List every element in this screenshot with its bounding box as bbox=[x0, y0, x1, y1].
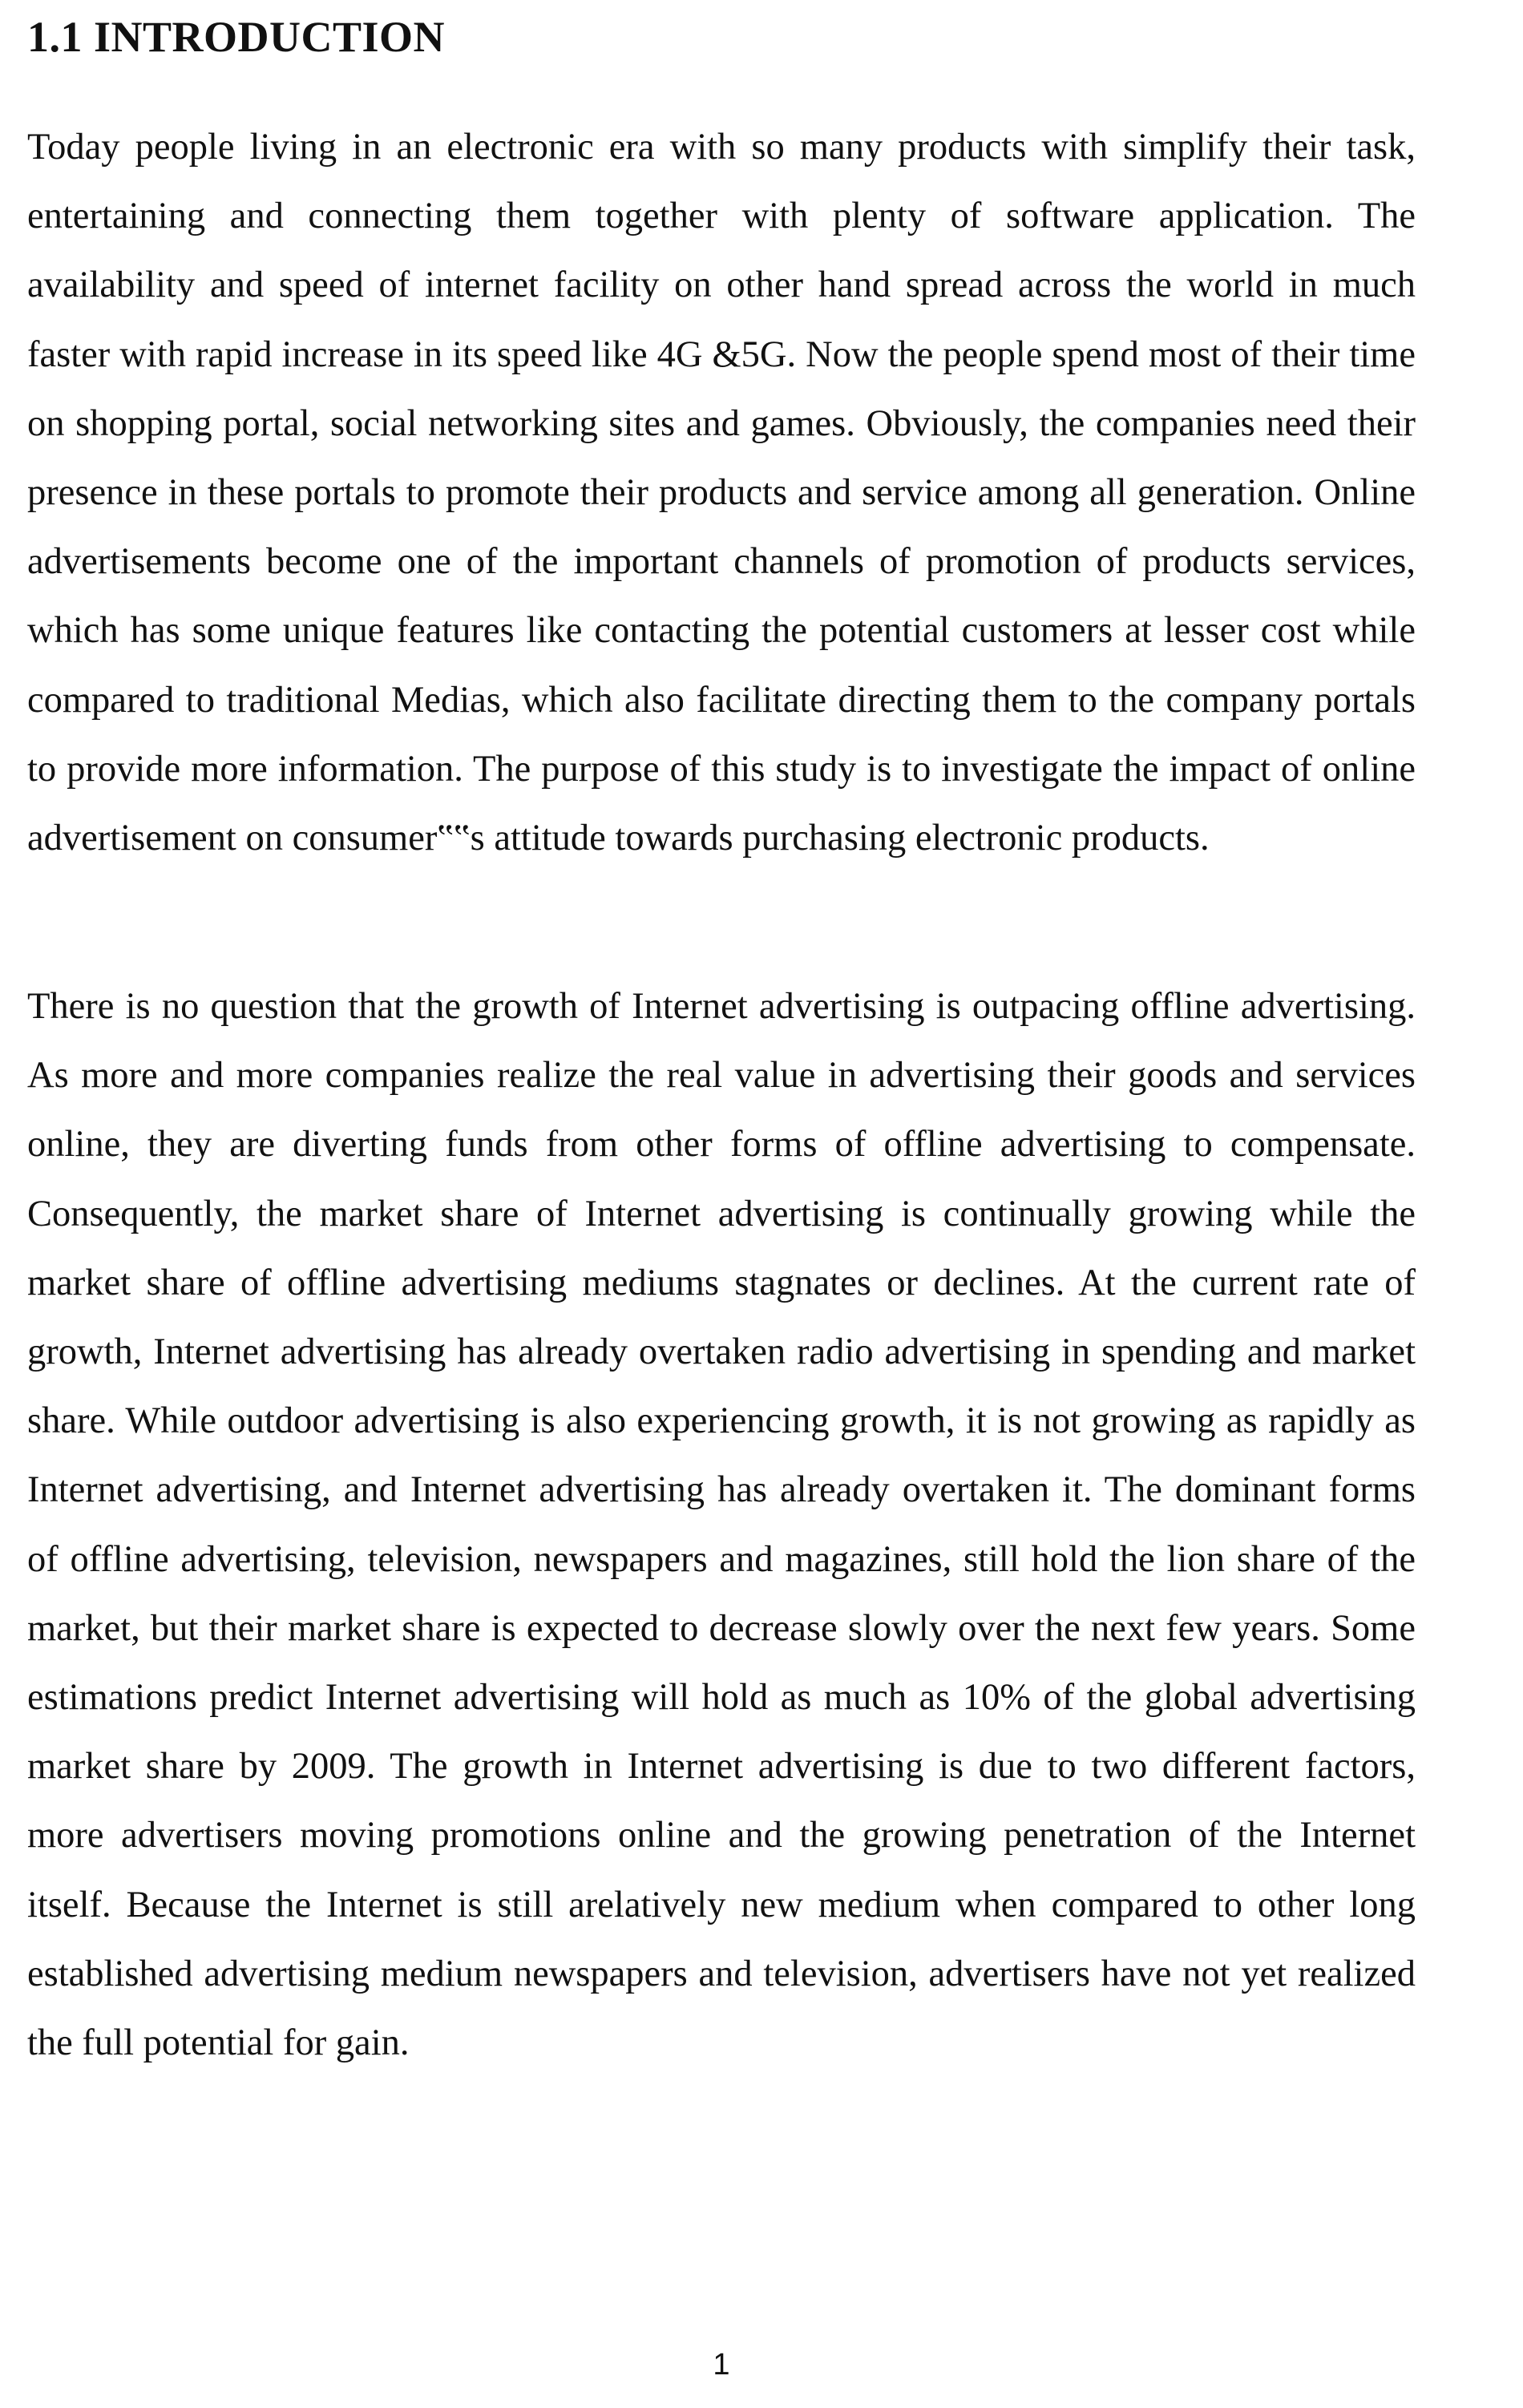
body-paragraph-2: There is no question that the growth of Internet advertising is outpacing offline advertising. As more and more companies realize the real value in advertising their goods and services online, they are diverting funds from other forms of offline advertising to compensate. Consequently, the market share of Internet advertising is continually growing while the market share of offline advertising mediums stagnates or declines. At the current rate of growth, Internet advertising has already overtaken radio advertising in spending and market share. While outdoor advertising is also experiencing growth, it is not growing as rapidly as Internet advertising, and Internet advertising has already overtaken it. The dominant forms of offline advertising, television, newspapers and magazines, still hold the lion share of the market, but their market share is expected to decrease slowly over the next few years. Some estimations predict Internet advertising will hold as much as 10% of the global advertising market share by 2009. The growth in Internet advertising is due to two different factors, more advertisers moving promotions online and the growing penetration of the Internet itself. Because the Internet is still arelatively new medium when compared to other long established advertising medium newspapers and television, advertisers have not yet realized the full potential for gain. bbox=[27, 986, 1416, 2064]
document-page bbox=[27, 0, 1416, 2408]
section-heading: 1.1 INTRODUCTION bbox=[27, 13, 446, 61]
body-paragraph-1: Today people living in an electronic era with so many products with simplify their task, entertaining and connecting them together with plenty of software application. The availability and speed of internet facility on other hand spread across the world in much faster with rapid increase in its speed like 4G &5G. Now the people spend most of their time on shopping portal, social networking sites and games. Obviously, the companies need their presence in these portals to promote their products and service among all generation. Online advertisements become one of the important channels of promotion of products services, which has some unique features like contacting the potential customers at lesser cost while compared to traditional Medias, which also facilitate directing them to the company portals to provide more information. The purpose of this study is to investigate the impact of online advertisement on consumer‟‟s attitude towards purchasing electronic products. bbox=[27, 127, 1416, 859]
page-number: 1 bbox=[713, 2348, 730, 2382]
